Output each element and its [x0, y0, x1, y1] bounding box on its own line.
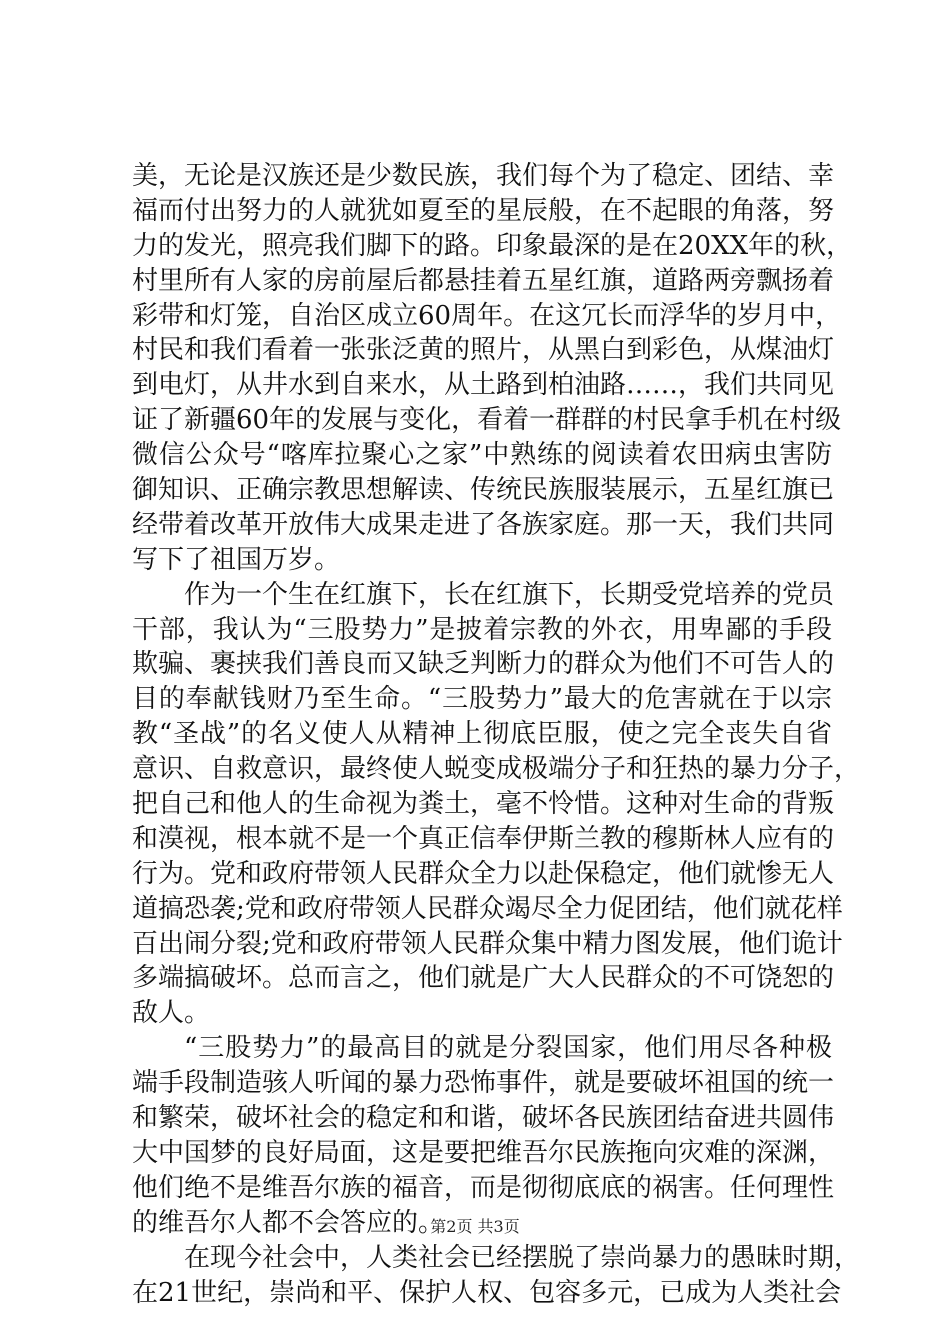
text-line: 行为。党和政府带领人民群众全力以赴保稳定，他们就惨无人: [132, 858, 835, 889]
text-line: 干部，我认为“三股势力”是披着宗教的外衣，用卑鄙的手段: [132, 614, 832, 645]
text-line: 彩带和灯笼，自治区成立60周年。在这冗长而浮华的岁月中，: [132, 300, 842, 331]
text-line: 经带着改革开放伟大成果走进了各族家庭。那一天，我们共同: [132, 509, 835, 540]
paragraph: [132, 159, 853, 578]
paragraph: [132, 1031, 835, 1240]
text-line: 福而付出努力的人就犹如夏至的星辰般，在不起眼的角落，努: [132, 195, 835, 226]
text-line: 道搞恐袭;党和政府带领人民群众竭尽全力促团结，他们就花样: [132, 893, 843, 924]
text-line: 他们绝不是维吾尔族的福音，而是彻彻底底的祸害。任何理性: [132, 1172, 835, 1203]
paragraph: [132, 578, 861, 1032]
text-line: 欺骗、裹挟我们善良而又缺乏判断力的群众为他们不可告人的: [132, 649, 835, 680]
text-line: 目的奉献钱财乃至生命。“三股势力”最大的危害就在于以宗: [132, 684, 832, 715]
text-line: 端手段制造骇人听闻的暴力恐怖事件，就是要破坏祖国的统一: [132, 1068, 835, 1099]
text-line: 村里所有人家的房前屋后都悬挂着五星红旗，道路两旁飘扬着: [132, 265, 835, 296]
text-line: 到电灯，从井水到自来水，从土路到柏油路……，我们共同见: [132, 370, 835, 401]
text-line: 的维吾尔人都不会答应的。: [132, 1207, 445, 1238]
text-line: 大中国梦的良好局面，这是要把维吾尔民族拖向灾难的深渊，: [132, 1137, 835, 1168]
body-text: [132, 159, 861, 1310]
text-line: 敌人。: [132, 998, 211, 1029]
text-line: 在现今社会中，人类社会已经摆脱了崇尚暴力的愚昧时期，: [184, 1242, 861, 1273]
text-line: 美，无论是汉族还是少数民族，我们每个为了稳定、团结、幸: [132, 161, 835, 191]
text-line: 多端搞破坏。总而言之，他们就是广大人民群众的不可饶恕的: [132, 963, 835, 994]
page-footer: 第2页 共3页: [430, 1217, 520, 1236]
text-line: 微信公众号“喀库拉聚心之家”中熟练的阅读着农田病虫害防: [132, 440, 832, 471]
text-line: 力的发光，照亮我们脚下的路。印象最深的是在20XX年的秋，: [132, 230, 853, 261]
text-line: 教“圣战”的名义使人从精神上彻底臣服，使之完全丧失自省: [132, 719, 832, 750]
text-line: 和漠视，根本就不是一个真正信奉伊斯兰教的穆斯林人应有的: [132, 823, 835, 854]
text-line: 证了新疆60年的发展与变化，看着一群群的村民拿手机在村级: [132, 405, 842, 436]
text-line: 意识、自救意识，最终使人蜕变成极端分子和狂热的暴力分子，: [132, 754, 861, 785]
text-line: 在21世纪，崇尚和平、保护人权、包容多元，已成为人类社会: [132, 1277, 842, 1308]
paragraph: [132, 1241, 861, 1311]
text-line: 写下了祖国万岁。: [132, 544, 341, 575]
text-line: “三股势力”的最高目的就是分裂国家，他们用尽各种极: [184, 1033, 832, 1064]
text-line: 和繁荣，破坏社会的稳定和和谐，破坏各民族团结奋进共圆伟: [132, 1103, 835, 1134]
text-line: 百出闹分裂;党和政府带领人民群众集中精力图发展，他们诡计: [132, 928, 843, 959]
text-line: 村民和我们看着一张张泛黄的照片，从黑白到彩色，从煤油灯: [132, 335, 835, 366]
text-line: 御知识、正确宗教思想解读、传统民族服装展示，五星红旗已: [132, 475, 835, 506]
text-line: 作为一个生在红旗下，长在红旗下，长期受党培养的党员: [184, 579, 835, 610]
text-line: 把自己和他人的生命视为粪土，毫不怜惜。这种对生命的背叛: [132, 789, 835, 820]
